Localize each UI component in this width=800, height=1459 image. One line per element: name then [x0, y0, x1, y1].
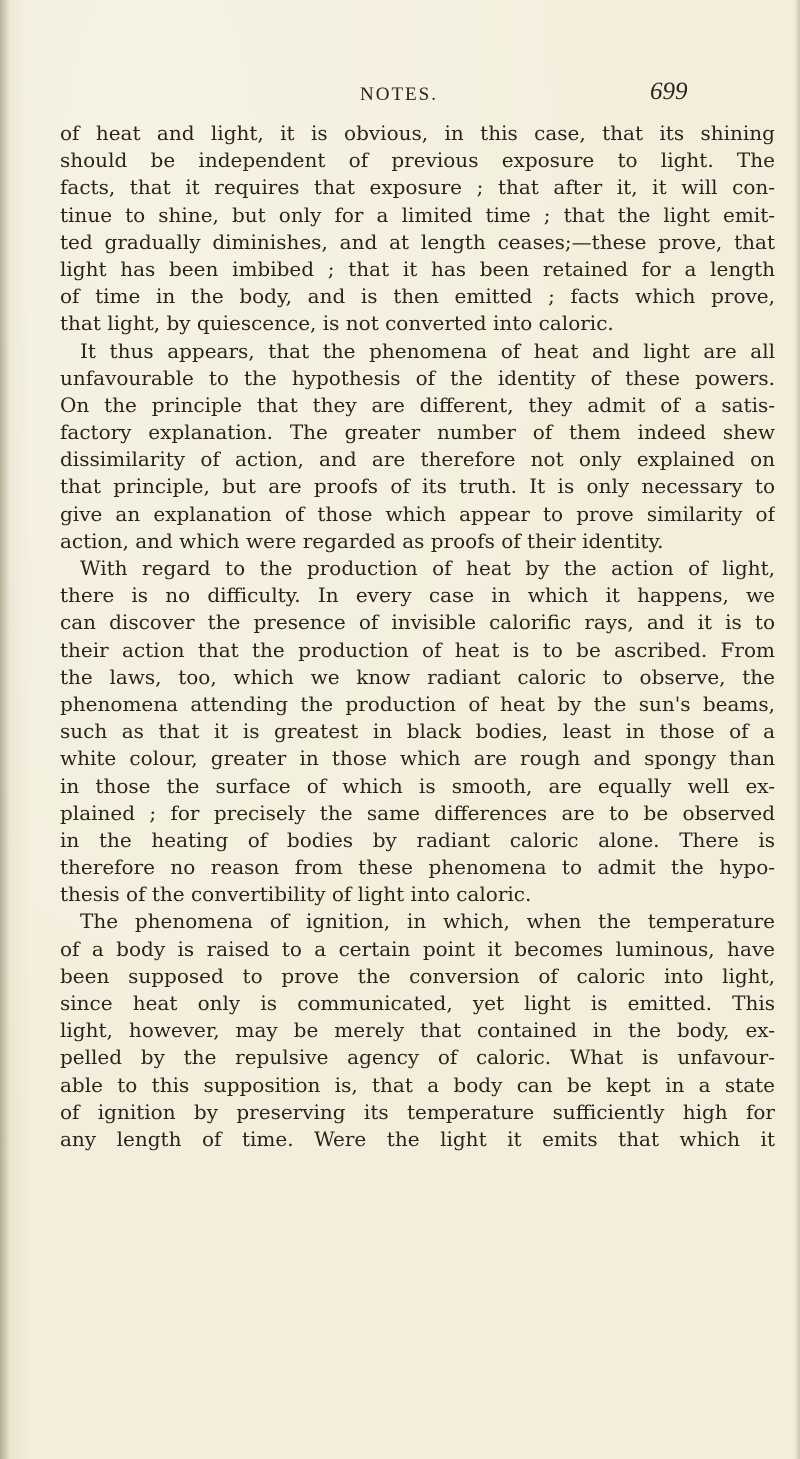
text-line: thesis of the convertibility of light into caloric. [60, 882, 532, 907]
page-number: 699 [650, 78, 688, 105]
page-header [0, 78, 800, 124]
text-line: such as that it is greatest in black bodies, least in those of a [60, 719, 775, 744]
text-line: light has been imbibed ; that it has been retained for a length [60, 256, 775, 281]
text-line: in those the surface of which is smooth, are equally well ex- [60, 773, 775, 798]
text-line: With regard to the production of heat by the action of light, [80, 556, 775, 580]
running-head: NOTES. [360, 84, 438, 105]
text-line: since heat only is communicated, yet light is emitted. This [60, 991, 775, 1015]
text-line: in the heating of bodies by radiant caloric alone. There is [60, 827, 775, 852]
text-line: facts, that it requires that exposure ; that after it, it will con- [60, 175, 775, 200]
text-line: plained ; for precisely the same differences are to be observed [60, 800, 775, 825]
text-line: white colour, greater in those which are rough and spongy than [60, 746, 775, 771]
text-line: that light, by quiescence, is not converted into caloric. [60, 311, 614, 336]
text-line: of heat and light, it is obvious, in this case, that its shining [60, 121, 775, 145]
text-line: should be independent of previous exposure to light. The [60, 148, 775, 173]
text-line: action, and which were regarded as proofs of their identity. [60, 528, 664, 553]
text-line: factory explanation. The greater number of them indeed shew [60, 420, 775, 445]
text-line: their action that the production of heat is to be ascribed. From [60, 637, 775, 662]
text-line: tinue to shine, but only for a limited time ; that the light emit- [60, 202, 775, 227]
text-line: light, however, may be merely that contained in the body, ex- [60, 1018, 775, 1043]
text-line: give an explanation of those which appear to prove similarity of [60, 501, 775, 526]
body-text [60, 120, 775, 1153]
text-line: It thus appears, that the phenomena of heat and light are all [80, 338, 775, 363]
text-line: The phenomena of ignition, in which, when the temperature [80, 909, 775, 934]
text-line: able to this supposition is, that a body can be kept in a state [60, 1072, 775, 1097]
text-line: can discover the presence of invisible calorific rays, and it is to [60, 610, 775, 635]
text-line: been supposed to prove the conversion of caloric into light, [60, 963, 775, 988]
text-line: therefore no reason from these phenomena to admit the hypo- [60, 855, 775, 880]
page-right-edge [794, 0, 800, 1459]
text-line: phenomena attending the production of heat by the sun's beams, [60, 691, 775, 716]
text-line: the laws, too, which we know radiant caloric to observe, the [60, 664, 775, 689]
text-line: of time in the body, and is then emitted ; facts which prove, [60, 284, 775, 309]
text-line: there is no difficulty. In every case in which it happens, we [60, 583, 775, 608]
page-left-edge [0, 0, 10, 1459]
text-line: of a body is raised to a certain point it becomes luminous, have [60, 936, 775, 961]
text-line: On the principle that they are different, they admit of a satis- [60, 392, 775, 417]
text-line: unfavourable to the hypothesis of the identity of these powers. [60, 365, 775, 390]
text-line: any length of time. Were the light it emits that which it [60, 1126, 775, 1151]
text-line: ted gradually diminishes, and at length ceases;—these prove, that [60, 229, 775, 254]
text-line: that principle, but are proofs of its truth. It is only necessary to [60, 474, 775, 499]
text-line: pelled by the repulsive agency of caloric. What is unfavour- [60, 1045, 775, 1070]
text-line: dissimilarity of action, and are therefore not only explained on [60, 447, 775, 472]
text-line: of ignition by preserving its temperature sufficiently high for [60, 1099, 775, 1124]
